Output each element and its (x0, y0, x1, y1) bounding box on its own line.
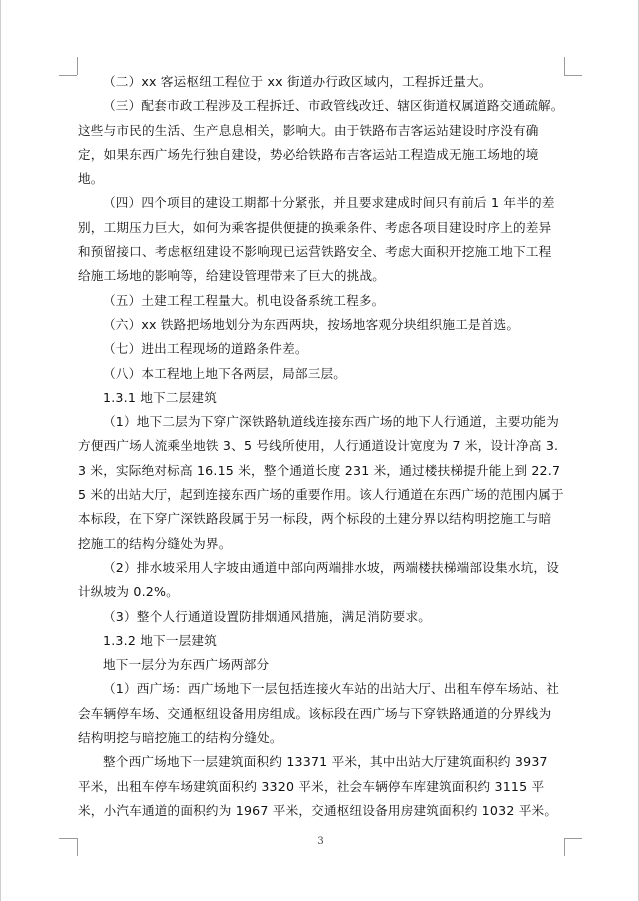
paragraph-2: （二）xx 客运枢纽工程位于 xx 街道办行政区域内，工程拆迁量大。 (103, 74, 492, 89)
paragraph-5: （五）土建工程工程量大。机电设备系统工程多。 (103, 292, 385, 308)
paragraph-b1-west: （1）西广场：西广场地下一层包括连接火车站的出站大厅、出租车停车场站、社会车辆停车场、交通枢纽设备用房组成。该标段在西广场与下穿铁路通道的分界线为结构明挖与暗挖施工的结构分缝处。 (78, 681, 559, 746)
crop-mark-top-right-h (564, 75, 582, 76)
paragraph-7: （七）进出工程现场的道路条件差。 (103, 341, 308, 357)
paragraph-4: （四）四个项目的建设工期都十分紧张，并且要求建成时间只有前后 1 年半的差别，工期压力巨大，如何为乘客提供便捷的换乘条件、考虑各项目建设时序上的差异和预留接口、考虑枢纽建设不影响现已运营铁路安全、考虑大面积开挖施工地下工程给施工场地的影响等，给建设管理带来了巨大的挑战。 (78, 195, 555, 284)
page-number: 3 (317, 836, 324, 847)
paragraph-b1-area: 整个西广场地下一层建筑面积约 13371 平米，其中出站大厅建筑面积约 3937 平米，出租车停车场建筑面积约 3320 平米，社会车辆停车库建筑面积约 3115 平米，小汽车通道的面积约为 1967 平米，交通枢纽设备用房建筑面积约 1032 平米。 (78, 754, 558, 818)
paragraph-b2-2: （2）排水坡采用人字坡由通道中部向两端排水坡，两端楼扶梯端部设集水坑，设计纵坡为 0.2%。 (78, 559, 559, 600)
document-body (78, 70, 564, 823)
paragraph-8: （八）本工程地上地下各两层，局部三层。 (103, 365, 347, 381)
paragraph-b2-3: （3）整个人行通道设置防排烟通风措施，满足消防要求。 (103, 608, 432, 624)
paragraph-6: （六）xx 铁路把场地划分为东西两块，按场地客观分块组织施工是首选。 (103, 316, 520, 332)
paragraph-b2-1: （1）地下二层为下穿广深铁路轨道线连接东西广场的地下人行通道，主要功能为方便西广场人流乘坐地铁 3、5 号线所使用，人行通道设计宽度为 7 米，设计净高 3.3 米，实际绝对标高 16.15 米，整个通道长度 231 米，通过楼扶梯提升能上到 22.75 米的出站大厅，起到连接东西广场的重要作用。该人行通道在东西广场的范围内属于本标段，在下穿广深铁路段属于另一标段，两个标段的土建分界以结构明挖施工与暗挖施工的结构分缝处为界。 (78, 414, 564, 551)
crop-mark-top-left-h (59, 75, 77, 76)
section-heading-1-3-2: 1.3.2 地下一层建筑 (103, 632, 218, 648)
paragraph-3: （三）配套市政工程涉及工程拆迁、市政管线改迁、辖区街道权属道路交通疏解。这些与市民的生活、生产息息相关，影响大。由于铁路布吉客运站建设时序没有确定，如果东西广场先行独自建设，势必给铁路布吉客运站工程造成无施工场地的境地。 (78, 98, 564, 187)
crop-mark-top-right-v (564, 57, 565, 75)
paragraph-b1-intro: 地下一层分为东西广场两部分 (103, 657, 270, 673)
section-heading-1-3-1: 1.3.1 地下二层建筑 (103, 389, 218, 405)
